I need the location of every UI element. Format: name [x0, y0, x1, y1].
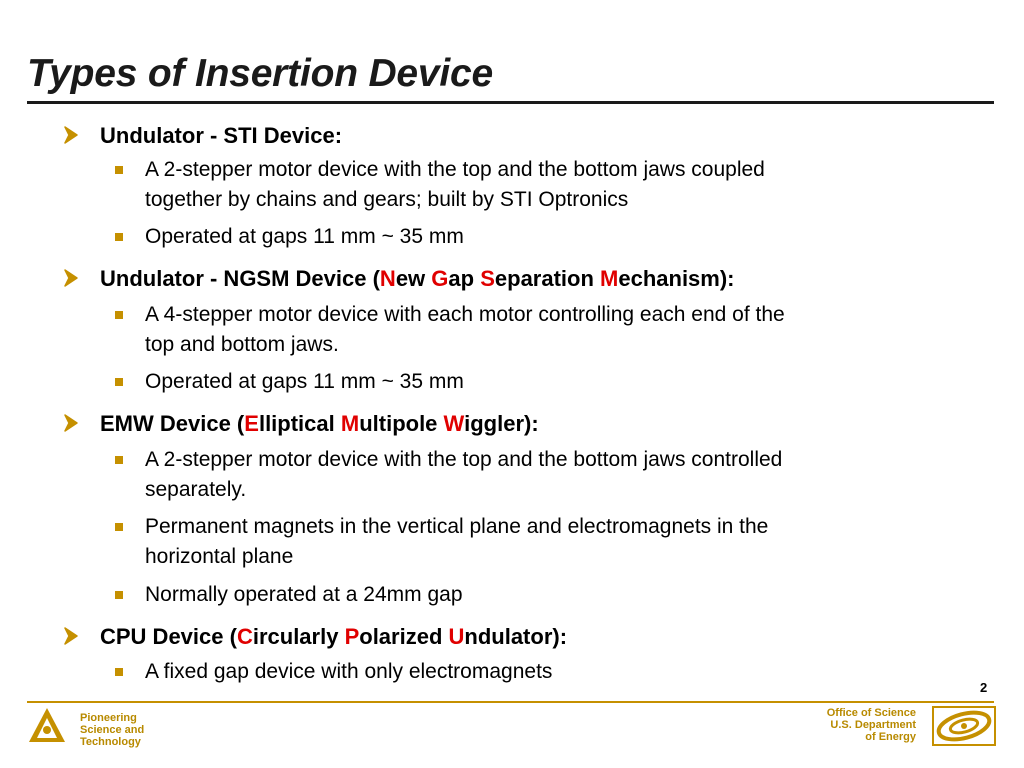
- sub-bullet-line: together by chains and gears; built by STI Optronics: [145, 188, 629, 211]
- bullet-heading: [100, 265, 980, 292]
- sub-bullet-line: Normally operated at a 24mm gap: [145, 583, 463, 606]
- slide-title: Types of Insertion Device: [27, 52, 494, 95]
- heading-text: lliptical: [258, 411, 341, 436]
- bullet-heading: [100, 122, 980, 149]
- heading-text: eparation: [494, 266, 601, 291]
- heading-text: ultipole: [359, 411, 444, 436]
- sub-bullet: [145, 222, 945, 252]
- argonne-logo-icon: [27, 706, 67, 746]
- footer-left-line: Technology: [80, 736, 141, 748]
- title-underline: [27, 101, 994, 104]
- footer-left-line: Science and: [80, 724, 145, 736]
- footer-divider: [27, 701, 994, 703]
- sub-bullet: [145, 367, 945, 397]
- heading-text: echanism):: [618, 266, 735, 291]
- heading-text: Undulator - NGSM Device (: [100, 266, 380, 291]
- heading-text: ew: [395, 266, 432, 291]
- sub-bullet-line: separately.: [145, 478, 247, 501]
- sub-bullet-line: Operated at gaps 11 mm ~ 35 mm: [145, 370, 464, 393]
- sub-bullet: [145, 512, 945, 572]
- heading-text: iggler):: [464, 411, 539, 436]
- heading-initial: W: [443, 411, 465, 436]
- sub-bullet-line: A fixed gap device with only electromagnets: [145, 660, 553, 683]
- heading-text: CPU Device (: [100, 624, 237, 649]
- sub-bullet: [145, 155, 945, 215]
- square-bullet-icon: [115, 311, 123, 319]
- heading-text: EMW Device (: [100, 411, 245, 436]
- footer-right-line: of Energy: [865, 731, 916, 743]
- square-bullet-icon: [115, 166, 123, 174]
- heading-initial: U: [448, 624, 465, 649]
- heading-text: ircularly: [252, 624, 345, 649]
- arrow-bullet-icon: [62, 413, 80, 433]
- sub-bullet-line: A 4-stepper motor device with each motor controlling each end of the: [145, 303, 785, 326]
- heading-initial: M: [340, 411, 360, 436]
- heading-initial: P: [344, 624, 360, 649]
- sub-bullet-line: A 2-stepper motor device with the top and the bottom jaws controlled: [145, 448, 783, 471]
- heading-initial: G: [431, 266, 449, 291]
- arrow-bullet-icon: [62, 125, 80, 145]
- bullet-heading: [100, 623, 980, 650]
- square-bullet-icon: [115, 668, 123, 676]
- square-bullet-icon: [115, 523, 123, 531]
- footer-left-line: Pioneering: [80, 712, 137, 724]
- sub-bullet-line: Operated at gaps 11 mm ~ 35 mm: [145, 225, 464, 248]
- heading-text: ndulator):: [464, 624, 568, 649]
- sub-bullet: [145, 445, 945, 505]
- footer-right-line: Office of Science: [826, 707, 916, 719]
- heading-initial: M: [600, 266, 619, 291]
- footer-left-text: [80, 712, 144, 748]
- doe-logo-icon: [932, 706, 996, 746]
- footer-right-line: U.S. Department: [830, 719, 916, 731]
- sub-bullet-line: Permanent magnets in the vertical plane and electromagnets in the: [145, 515, 769, 538]
- heading-text: ap: [448, 266, 481, 291]
- heading-initial: E: [244, 411, 259, 436]
- square-bullet-icon: [115, 456, 123, 464]
- heading-initial: C: [236, 624, 253, 649]
- square-bullet-icon: [115, 591, 123, 599]
- arrow-bullet-icon: [62, 268, 80, 288]
- heading-text: Undulator - STI Device:: [100, 123, 343, 148]
- heading-initial: N: [379, 266, 396, 291]
- page-number: 2: [980, 680, 988, 695]
- footer-right-text: [827, 707, 916, 743]
- sub-bullet: [145, 580, 945, 610]
- sub-bullet: [145, 657, 945, 687]
- heading-initial: S: [480, 266, 495, 291]
- bullet-heading: [100, 410, 980, 437]
- arrow-bullet-icon: [62, 626, 80, 646]
- square-bullet-icon: [115, 378, 123, 386]
- sub-bullet: [145, 300, 945, 360]
- sub-bullet-line: top and bottom jaws.: [145, 333, 339, 356]
- heading-text: olarized: [359, 624, 449, 649]
- sub-bullet-line: A 2-stepper motor device with the top and the bottom jaws coupled: [145, 158, 765, 181]
- square-bullet-icon: [115, 233, 123, 241]
- sub-bullet-line: horizontal plane: [145, 545, 294, 568]
